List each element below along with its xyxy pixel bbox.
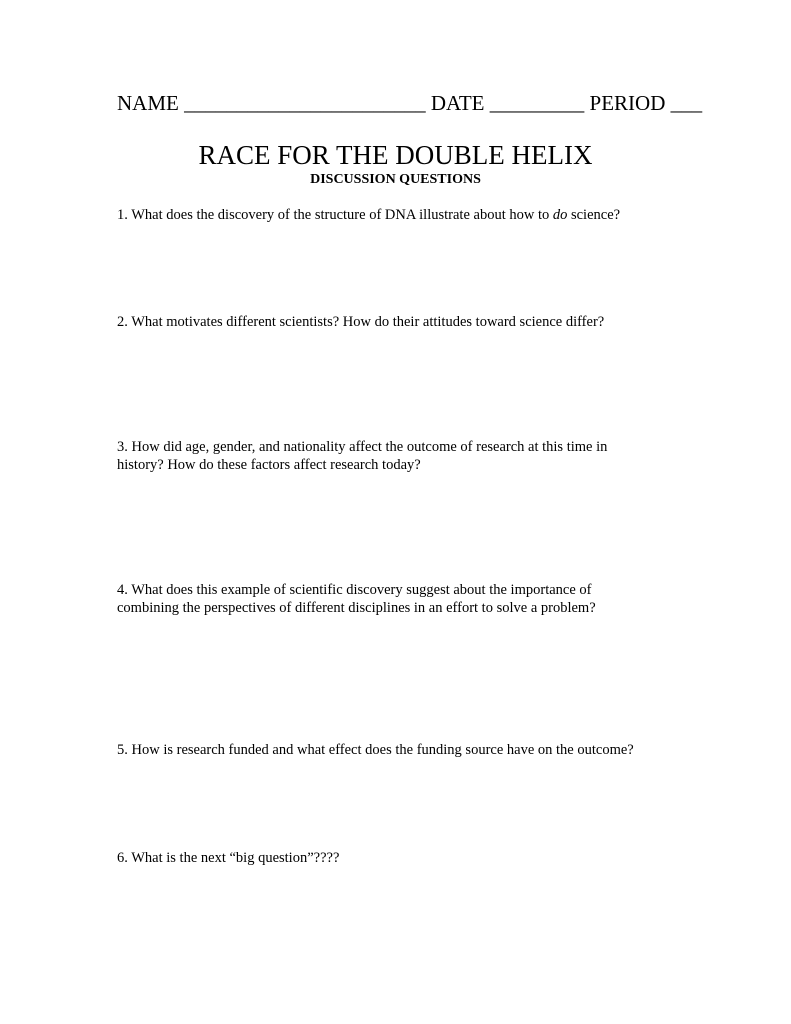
question-1-emphasis: do xyxy=(552,207,568,223)
question-6 xyxy=(117,849,687,867)
question-1-text-start: 1. What does the discovery of the structure of DNA illustrate about how to xyxy=(117,207,553,223)
date-label: DATE xyxy=(430,91,485,115)
question-1 xyxy=(117,206,687,224)
date-blank: _________ xyxy=(489,91,585,115)
student-info-line xyxy=(117,91,702,116)
question-2 xyxy=(117,313,687,331)
question-2-line-1: 2. What motivates different scientists? How do their attitudes toward science differ? xyxy=(117,314,605,330)
question-1-text-end: science? xyxy=(567,207,621,223)
question-6-line-1: 6. What is the next “big question”???? xyxy=(117,850,340,866)
question-4-line-2: combining the perspectives of different disciplines in an effort to solve a problem? xyxy=(117,600,596,616)
question-3 xyxy=(117,438,687,474)
question-5 xyxy=(117,741,687,759)
question-5-line-1: 5. How is research funded and what effect does the funding source have on the outcome? xyxy=(117,742,634,758)
period-label: PERIOD xyxy=(589,91,666,115)
name-blank: _______________________ xyxy=(184,91,426,115)
question-3-line-1: 3. How did age, gender, and nationality affect the outcome of research at this time in xyxy=(117,439,608,455)
page-title: RACE FOR THE DOUBLE HELIX xyxy=(198,140,593,170)
question-4 xyxy=(117,581,687,617)
name-label: NAME xyxy=(117,91,179,115)
question-4-line-1: 4. What does this example of scientific discovery suggest about the importance of xyxy=(117,582,592,598)
question-1-text xyxy=(117,206,687,224)
question-3-line-2: history? How do these factors affect research today? xyxy=(117,457,421,473)
page-subtitle: DISCUSSION QUESTIONS xyxy=(310,172,481,187)
period-blank: ___ xyxy=(670,91,703,115)
